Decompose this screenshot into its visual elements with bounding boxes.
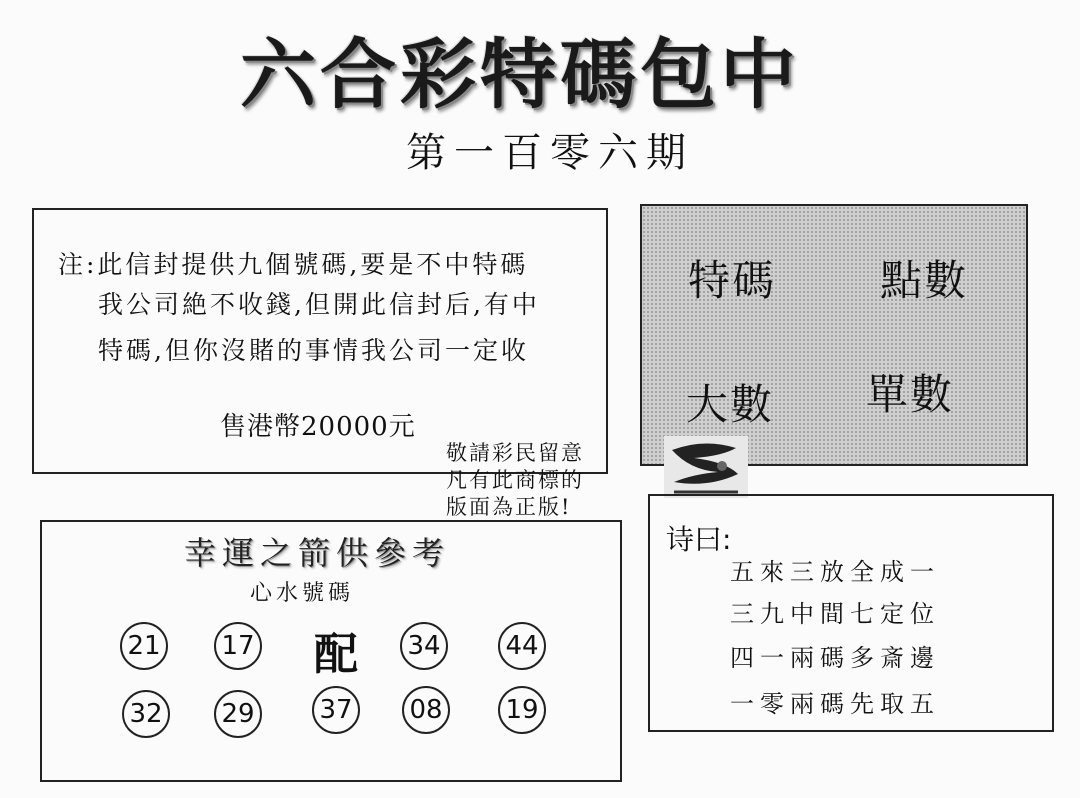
- number-ball: 17: [214, 622, 262, 670]
- poem-box: [648, 494, 1054, 732]
- option-points: 點數: [880, 256, 969, 305]
- option-special-code: 特碼: [688, 256, 777, 305]
- page-title: 六合彩特碼包中: [240, 30, 800, 119]
- number-ball: 34: [400, 622, 448, 670]
- option-odd-number: 單數: [866, 370, 955, 419]
- note-line-2: 我公司絶不收錢,但開此信封后,有中: [98, 290, 540, 319]
- trademark-notice: [446, 440, 656, 521]
- pair-label: 配: [314, 629, 358, 680]
- notice-line-3: 版面為正版!: [446, 495, 572, 519]
- number-ball: 29: [214, 690, 262, 738]
- notice-line-2: 凡有此商標的: [446, 468, 584, 492]
- number-ball: 08: [402, 686, 450, 734]
- poem-line-3: 四一兩碼多斎邊: [730, 644, 940, 672]
- number-ball: 19: [498, 686, 546, 734]
- number-ball: 32: [122, 690, 170, 738]
- issue-number: 第一百零六期: [406, 130, 694, 176]
- number-ball: 44: [498, 622, 546, 670]
- note-line-3: 特碼,但你沒賭的事情我公司一定收: [98, 336, 529, 365]
- poem-line-4: 一零兩碼先取五: [730, 690, 940, 718]
- number-ball: 21: [120, 622, 168, 670]
- poem-line-1: 五來三放全成一: [730, 558, 940, 586]
- price-text: 售港幣20000元: [220, 412, 416, 442]
- lucky-subtitle: 心水號碼: [250, 581, 355, 606]
- number-ball: 37: [312, 686, 360, 734]
- note-box: [32, 208, 608, 474]
- poem-line-2: 三九中間七定位: [730, 600, 940, 628]
- notice-line-1: 敬請彩民留意: [446, 441, 584, 465]
- lucky-numbers-box: [40, 520, 622, 782]
- lucky-title: 幸運之箭供參考: [184, 534, 451, 572]
- poem-heading: 诗曰:: [666, 523, 732, 556]
- note-line-1: 注:此信封提供九個號碼,要是不中特碼: [58, 250, 529, 279]
- options-box: [640, 204, 1028, 466]
- trademark-logo-icon: [664, 436, 748, 498]
- option-big-number: 大數: [686, 380, 775, 429]
